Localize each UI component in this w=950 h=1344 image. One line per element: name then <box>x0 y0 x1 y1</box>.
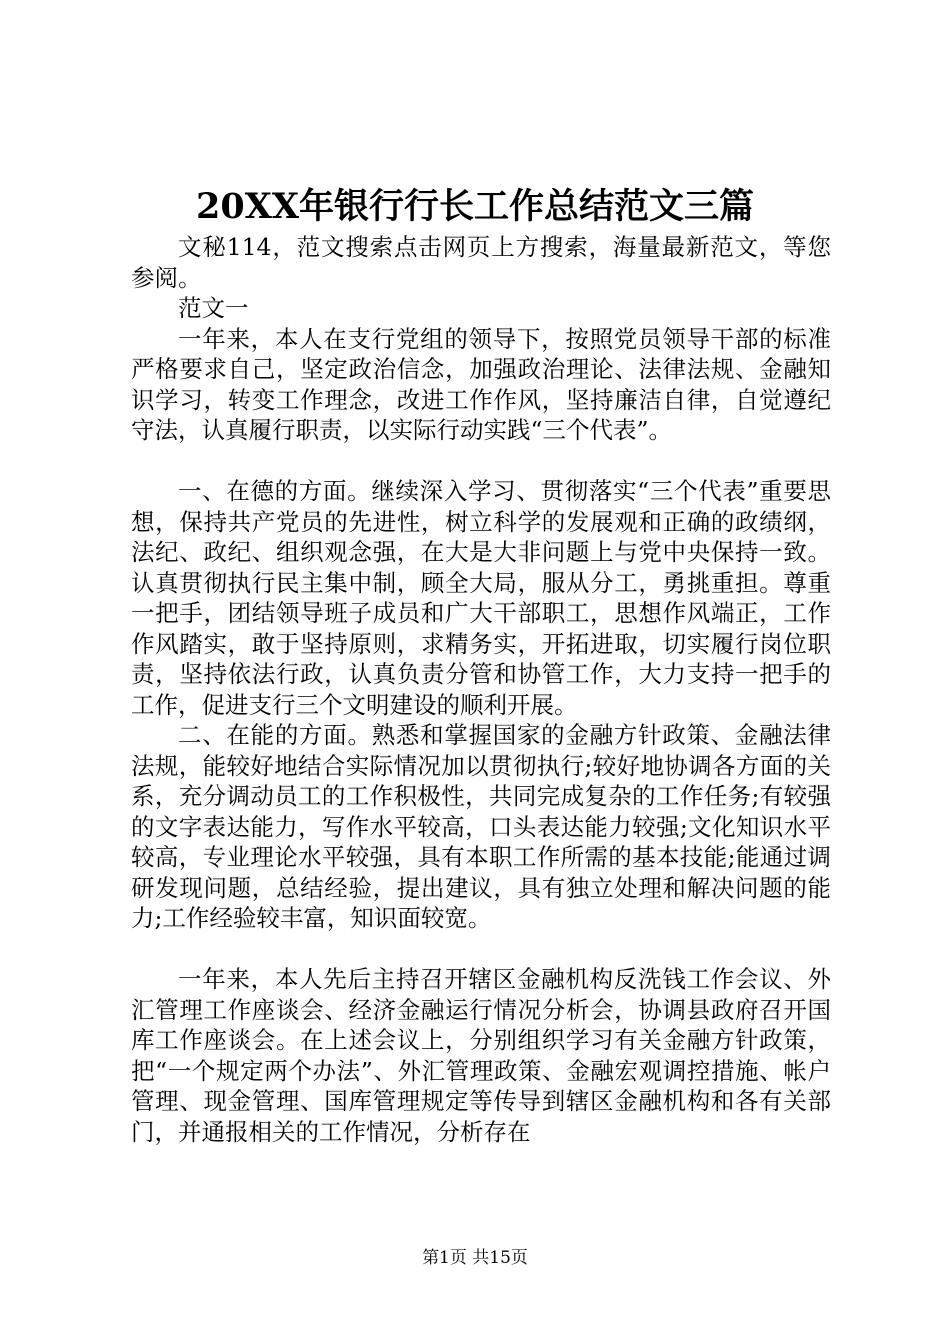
document-title: 20XX年银行行长工作总结范文三篇 <box>195 186 755 227</box>
page-footer: 第1页 共15页 <box>422 1248 528 1268</box>
body-paragraph: 二、在能的方面。熟悉和掌握国家的金融方针政策、金融法律法规，能较好地结合实际情况加以贯彻执行;较好地协调各方面的关系，充分调动员工的工作积极性，共同完成复杂的工作任务;有较强的文字表达能力，写作水平较高，口头表达能力较强;文化知识水平较高，专业理论水平较强，具有本职工作所需的基本技能;能通过调研发现问题，总结经验，提出建议，具有独立处理和解决问题的能力;工作经验较丰富，知识面较宽。 <box>131 721 831 932</box>
body-paragraph: 一年来，本人先后主持召开辖区金融机构反洗钱工作会议、外汇管理工作座谈会、经济金融运行情况分析会，协调县政府召开国库工作座谈会。在上述会议上，分别组织学习有关金融方针政策，把“一个规定两个办法”、外汇管理政策、金融宏观调控措施、帐户管理、现金管理、国库管理规定等传导到辖区金融机构和各有关部门，并通报相关的工作情况，分析存在 <box>131 965 831 1146</box>
intro-paragraph: 文秘114，范文搜索点击网页上方搜索，海量最新范文，等您参阅。 <box>131 233 831 292</box>
body-paragraph: 一年来，本人在支行党组的领导下，按照党员领导干部的标准严格要求自己，坚定政治信念，加强政治理论、法律法规、金融知识学习，转变工作理念，改进工作作风，坚持廉洁自律，自觉遵纪守法，认真履行职责，以实际行动实践“三个代表”。 <box>131 324 831 444</box>
body-paragraph: 一、在德的方面。继续深入学习、贯彻落实“三个代表”重要思想，保持共产党员的先进性，树立科学的发展观和正确的政绩纲，法纪、政纪、组织观念强，在大是大非问题上与党中央保持一致。认真贯彻执行民主集中制，顾全大局，服从分工，勇挑重担。尊重一把手，团结领导班子成员和广大干部职工，思想作风端正，工作作风踏实，敢于坚持原则，求精务实，开拓进取，切实履行岗位职责，坚持依法行政，认真负责分管和协管工作，大力支持一把手的工作，促进支行三个文明建设的顺利开展。 <box>131 477 831 719</box>
section-heading: 范文一 <box>178 294 249 322</box>
document-body <box>131 232 831 1147</box>
